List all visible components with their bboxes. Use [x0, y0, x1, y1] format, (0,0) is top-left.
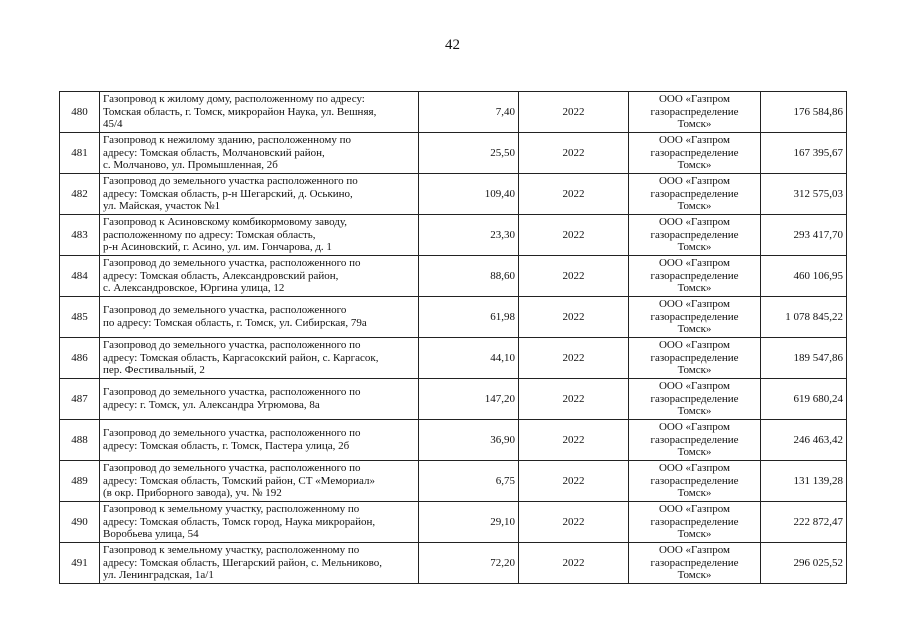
description-cell-line: адресу: Томская область, Каргасокский район, с. Каргасок,	[103, 351, 379, 364]
organization-cell	[629, 461, 761, 502]
cost-cell: 1 078 845,22	[761, 297, 847, 338]
description-cell-line: адресу: Томская область, р-н Шегарский, д. Оськино,	[103, 187, 353, 200]
cost-cell: 167 395,67	[761, 133, 847, 174]
organization-cell	[629, 379, 761, 420]
description-cell-line: с. Александровское, Юргина улица, 12	[103, 282, 285, 295]
description-cell-line: адресу: Томская область, Александровский район,	[103, 269, 339, 282]
description-cell-line: адресу: Томская область, Томский район, СТ «Мемориал»	[103, 474, 376, 487]
description-cell-line: адресу: Томская область, Шегарский район, с. Мельниково,	[103, 556, 382, 569]
organization-cell-line: ООО «Газпром	[658, 257, 731, 270]
length-cell: 25,50	[419, 133, 519, 174]
organization-cell-line: ООО «Газпром	[658, 462, 731, 475]
cost-cell: 312 575,03	[761, 174, 847, 215]
organization-cell-line: ООО «Газпром	[658, 298, 731, 311]
description-cell-line: р-н Асиновский, г. Асино, ул. им. Гончарова, д. 1	[103, 241, 332, 254]
year-cell: 2022	[519, 92, 629, 133]
description-cell-line: Газопровод до земельного участка, расположенного по	[103, 427, 361, 440]
description-cell-line: адресу: Томская область, Томск город, Наука микрорайон,	[103, 515, 376, 528]
organization-cell-line: Томск»	[677, 364, 712, 377]
registry-table-body	[60, 92, 847, 584]
organization-cell	[629, 215, 761, 256]
cost-cell: 222 872,47	[761, 502, 847, 543]
row-number-cell: 490	[60, 502, 100, 543]
description-cell	[100, 420, 419, 461]
table-row	[60, 379, 847, 420]
description-cell-line: Газопровод до земельного участка, расположенного по	[103, 462, 361, 475]
year-cell: 2022	[519, 379, 629, 420]
cost-cell: 293 417,70	[761, 215, 847, 256]
organization-cell	[629, 338, 761, 379]
description-cell-line: (в окр. Приборного завода), уч. № 192	[103, 487, 282, 500]
organization-cell-line: Томск»	[677, 159, 712, 172]
cost-cell: 296 025,52	[761, 543, 847, 584]
table-row	[60, 543, 847, 584]
row-number-cell: 488	[60, 420, 100, 461]
organization-cell-line: ООО «Газпром	[658, 380, 731, 393]
description-cell	[100, 256, 419, 297]
description-cell-line: Газопровод до земельного участка, расположенного	[103, 304, 347, 317]
cost-cell: 619 680,24	[761, 379, 847, 420]
year-cell: 2022	[519, 420, 629, 461]
organization-cell-line: газораспределение	[650, 351, 739, 364]
description-cell	[100, 379, 419, 420]
organization-cell-line: газораспределение	[650, 310, 739, 323]
description-cell	[100, 92, 419, 133]
year-cell: 2022	[519, 461, 629, 502]
description-cell-line: Газопровод к земельному участку, расположенному по	[103, 544, 360, 557]
table-row	[60, 215, 847, 256]
organization-cell	[629, 543, 761, 584]
length-cell: 44,10	[419, 338, 519, 379]
description-cell-line: адресу: Томская область, Молчановский район,	[103, 146, 325, 159]
description-cell-line: Газопровод к жилому дому, расположенному по адресу:	[103, 93, 365, 106]
description-cell	[100, 502, 419, 543]
organization-cell-line: Томск»	[677, 241, 712, 254]
row-number-cell: 480	[60, 92, 100, 133]
row-number-cell: 484	[60, 256, 100, 297]
organization-cell-line: газораспределение	[650, 187, 739, 200]
cost-cell: 189 547,86	[761, 338, 847, 379]
organization-cell-line: газораспределение	[650, 392, 739, 405]
row-number-cell: 486	[60, 338, 100, 379]
organization-cell-line: газораспределение	[650, 269, 739, 282]
table-row	[60, 256, 847, 297]
description-cell-line: расположенному по адресу: Томская область,	[103, 228, 316, 241]
description-cell	[100, 133, 419, 174]
year-cell: 2022	[519, 174, 629, 215]
description-cell-line: Газопровод до земельного участка, расположенного по	[103, 339, 361, 352]
description-cell-line: Газопровод к нежилому зданию, расположенному по	[103, 134, 351, 147]
organization-cell-line: Томск»	[677, 323, 712, 336]
description-cell	[100, 215, 419, 256]
length-cell: 72,20	[419, 543, 519, 584]
organization-cell-line: газораспределение	[650, 433, 739, 446]
table-row	[60, 92, 847, 133]
description-cell-line: Газопровод к земельному участку, расположенному по	[103, 503, 360, 516]
organization-cell	[629, 92, 761, 133]
row-number-cell: 487	[60, 379, 100, 420]
organization-cell	[629, 256, 761, 297]
organization-cell-line: газораспределение	[650, 228, 739, 241]
year-cell: 2022	[519, 502, 629, 543]
length-cell: 109,40	[419, 174, 519, 215]
description-cell-line: Газопровод до земельного участка, расположенного по	[103, 257, 361, 270]
row-number-cell: 481	[60, 133, 100, 174]
organization-cell-line: Томск»	[677, 200, 712, 213]
organization-cell-line: ООО «Газпром	[658, 134, 731, 147]
description-cell-line: Томская область, г. Томск, микрорайон Наука, ул. Вешняя,	[103, 105, 377, 118]
organization-cell	[629, 420, 761, 461]
description-cell	[100, 461, 419, 502]
description-cell	[100, 174, 419, 215]
organization-cell-line: ООО «Газпром	[658, 339, 731, 352]
organization-cell	[629, 133, 761, 174]
organization-cell-line: ООО «Газпром	[658, 93, 731, 106]
organization-cell	[629, 502, 761, 543]
organization-cell-line: газораспределение	[650, 556, 739, 569]
year-cell: 2022	[519, 133, 629, 174]
description-cell-line: ул. Ленинградская, 1а/1	[103, 569, 214, 582]
length-cell: 147,20	[419, 379, 519, 420]
organization-cell-line: ООО «Газпром	[658, 175, 731, 188]
cost-cell: 176 584,86	[761, 92, 847, 133]
organization-cell-line: ООО «Газпром	[658, 503, 731, 516]
year-cell: 2022	[519, 338, 629, 379]
organization-cell-line: ООО «Газпром	[658, 544, 731, 557]
table-row	[60, 420, 847, 461]
year-cell: 2022	[519, 256, 629, 297]
organization-cell-line: Томск»	[677, 528, 712, 541]
description-cell-line: адресу: г. Томск, ул. Александра Угрюмова, 8а	[103, 399, 320, 411]
description-cell-line: по адресу: Томская область, г. Томск, ул. Сибирская, 79а	[103, 317, 367, 329]
description-cell	[100, 543, 419, 584]
description-cell-line: Воробьева улица, 54	[103, 528, 199, 541]
length-cell: 88,60	[419, 256, 519, 297]
table-row	[60, 461, 847, 502]
length-cell: 29,10	[419, 502, 519, 543]
organization-cell-line: газораспределение	[650, 105, 739, 118]
length-cell: 6,75	[419, 461, 519, 502]
description-cell-line: пер. Фестивальный, 2	[103, 364, 205, 377]
organization-cell-line: ООО «Газпром	[658, 216, 731, 229]
cost-cell: 246 463,42	[761, 420, 847, 461]
length-cell: 36,90	[419, 420, 519, 461]
year-cell: 2022	[519, 543, 629, 584]
row-number-cell: 482	[60, 174, 100, 215]
table-row	[60, 297, 847, 338]
organization-cell-line: Томск»	[677, 487, 712, 500]
description-cell-line: 45/4	[103, 118, 123, 131]
table-row	[60, 174, 847, 215]
row-number-cell: 491	[60, 543, 100, 584]
description-cell-line: Газопровод к Асиновскому комбикормовому заводу,	[103, 216, 347, 229]
organization-cell-line: Томск»	[677, 405, 712, 418]
description-cell	[100, 297, 419, 338]
organization-cell-line: ООО «Газпром	[658, 421, 731, 434]
year-cell: 2022	[519, 215, 629, 256]
length-cell: 61,98	[419, 297, 519, 338]
table-row	[60, 338, 847, 379]
organization-cell-line: газораспределение	[650, 515, 739, 528]
organization-cell-line: Томск»	[677, 282, 712, 295]
organization-cell-line: Томск»	[677, 446, 712, 459]
table-row	[60, 502, 847, 543]
organization-cell-line: газораспределение	[650, 474, 739, 487]
description-cell	[100, 338, 419, 379]
cost-cell: 131 139,28	[761, 461, 847, 502]
table-row	[60, 133, 847, 174]
row-number-cell: 483	[60, 215, 100, 256]
description-cell-line: Газопровод до земельного участка расположенного по	[103, 175, 358, 188]
description-cell-line: с. Молчаново, ул. Промышленная, 2б	[103, 159, 278, 172]
length-cell: 23,30	[419, 215, 519, 256]
length-cell: 7,40	[419, 92, 519, 133]
page-number: 42	[445, 37, 460, 53]
organization-cell-line: газораспределение	[650, 146, 739, 159]
description-cell-line: Газопровод до земельного участка, расположенного по	[103, 386, 361, 399]
row-number-cell: 485	[60, 297, 100, 338]
organization-cell	[629, 174, 761, 215]
description-cell-line: ул. Майская, участок №1	[103, 200, 221, 213]
organization-cell-line: Томск»	[677, 569, 712, 582]
cost-cell: 460 106,95	[761, 256, 847, 297]
organization-cell	[629, 297, 761, 338]
description-cell-line: адресу: Томская область, г. Томск, Пастера улица, 2б	[103, 440, 350, 452]
registry-table	[59, 91, 847, 584]
organization-cell-line: Томск»	[677, 118, 712, 131]
row-number-cell: 489	[60, 461, 100, 502]
year-cell: 2022	[519, 297, 629, 338]
